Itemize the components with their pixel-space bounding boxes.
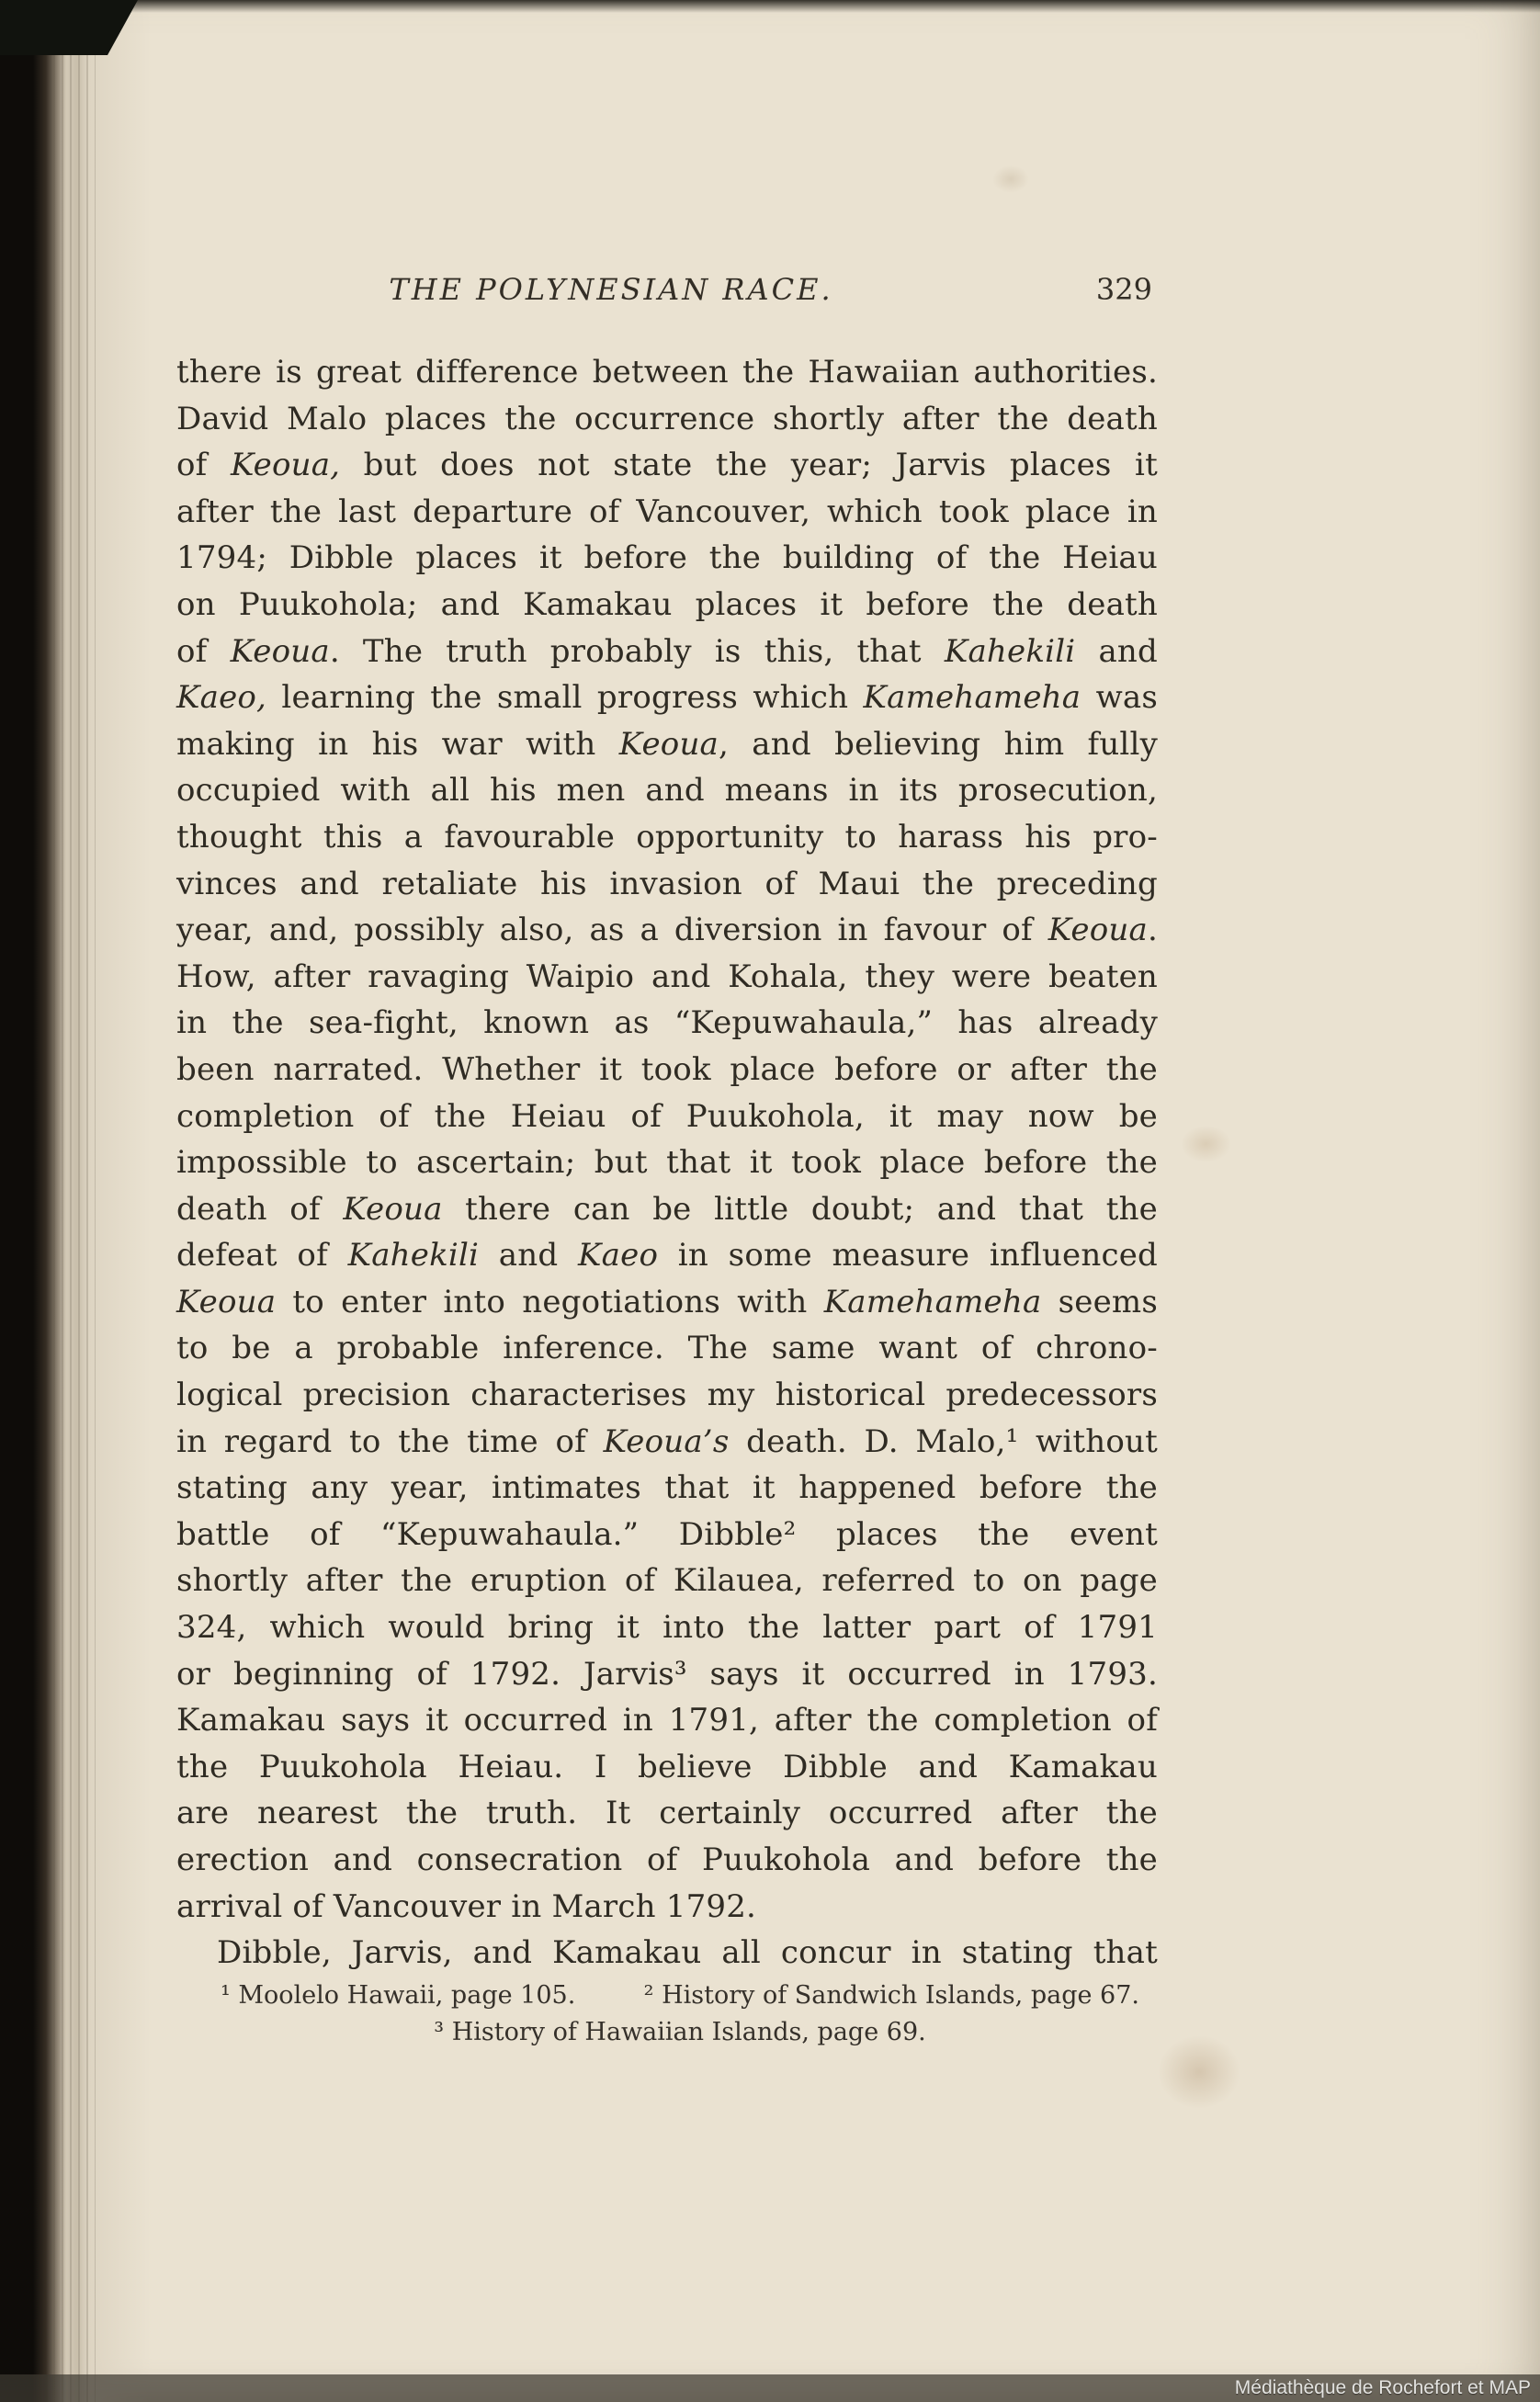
page-edge-stack <box>53 0 96 2402</box>
text-line: in regard to the time of Keoua’s death. D. Malo,¹ without <box>176 1422 1159 1460</box>
text-line: to be a probable inference. The same want of chrono- <box>176 1330 1158 1367</box>
text-line: Kamakau says it occurred in 1791, after the completion of <box>176 1702 1158 1739</box>
text-line: battle of “Kepuwahaula.” Dibble² places the event <box>176 1515 1158 1553</box>
watermark-bar <box>0 2374 1540 2402</box>
text-line: occupied with all his men and means in its prosecution, <box>176 772 1158 810</box>
body-text <box>176 349 1158 1977</box>
text-line: shortly after the eruption of Kilauea, referred to on page <box>176 1562 1158 1600</box>
top-edge-shadow <box>0 0 1540 13</box>
text-line: there is great difference between the Hawaiian authorities. <box>176 354 1158 391</box>
text-line: Kaeo, learning the small progress which Kamehameha was <box>176 679 1158 717</box>
text-line: been narrated. Whether it took place before or after the <box>176 1050 1158 1088</box>
text-line: in the sea-fight, known as “Kepuwahaula,” has already <box>176 1004 1158 1042</box>
text-line: arrival of Vancouver in March 1792. <box>176 1887 757 1925</box>
text-line: or beginning of 1792. Jarvis³ says it occurred in 1793. <box>176 1655 1158 1693</box>
text-line: logical precision characterises my historical predecessors <box>176 1377 1158 1414</box>
text-line: How, after ravaging Waipio and Kohala, they were beaten <box>176 957 1158 995</box>
foxing-stain <box>992 165 1029 193</box>
library-watermark: Médiathèque de Rochefort et MAP <box>1234 2377 1531 2398</box>
footnotes <box>221 1977 1139 2051</box>
page-number: 329 <box>1095 272 1152 307</box>
footnote-3: ³ History of Hawaiian Islands, page 69. <box>434 2018 926 2046</box>
text-line: stating any year, intimates that it happened before the <box>176 1469 1158 1507</box>
text-line: completion of the Heiau of Puukohola, it may now be <box>176 1097 1158 1135</box>
text-line: year, and, possibly also, as a diversion in favour of Keoua. <box>176 912 1158 949</box>
text-line: erection and consecration of Puukohola and before the <box>176 1841 1158 1878</box>
footnote-2: ² History of Sandwich Islands, page 67. <box>643 1981 1139 2010</box>
page-title: THE POLYNESIAN RACE. <box>389 272 833 307</box>
text-line: of Keoua, but does not state the year; Jarvis places it <box>176 447 1158 484</box>
foxing-stain <box>1181 1126 1231 1162</box>
footnote-1: ¹ Moolelo Hawaii, page 105. <box>221 1981 576 2010</box>
text-line: thought this a favourable opportunity to harass his pro- <box>176 818 1158 855</box>
text-line: death of Keoua there can be little doubt; and that the <box>176 1190 1158 1228</box>
text-line: defeat of Kahekili and Kaeo in some measure influenced <box>176 1237 1158 1275</box>
text-line: the Puukohola Heiau. I believe Dibble and Kamakau <box>176 1748 1158 1785</box>
text-line: impossible to ascertain; but that it took place before the <box>176 1144 1158 1182</box>
text-line: making in his war with Keoua, and believing him fully <box>176 725 1158 763</box>
text-line: on Puukohola; and Kamakau places it before the death <box>176 585 1158 623</box>
text-line: vinces and retaliate his invasion of Maui the preceding <box>176 865 1158 902</box>
text-line: 324, which would bring it into the latter part of 1791 <box>176 1609 1158 1647</box>
running-head <box>175 272 1158 312</box>
footnote-row <box>221 1977 1139 2014</box>
text-line: Dibble, Jarvis, and Kamakau all concur in stating that <box>217 1934 1158 1972</box>
text-line: are nearest the truth. It certainly occurred after the <box>176 1795 1158 1832</box>
text-line: after the last departure of Vancouver, which took place in <box>176 493 1158 530</box>
text-line: of Keoua. The truth probably is this, that Kahekili and <box>176 632 1158 670</box>
text-line: David Malo places the occurrence shortly after the death <box>176 400 1158 437</box>
footnote-row <box>221 2014 1139 2051</box>
text-line: Keoua to enter into negotiations with Kamehameha seems <box>176 1283 1158 1320</box>
text-line: 1794; Dibble places it before the building of the Heiau <box>176 539 1158 577</box>
foxing-stain <box>1158 2035 1240 2109</box>
